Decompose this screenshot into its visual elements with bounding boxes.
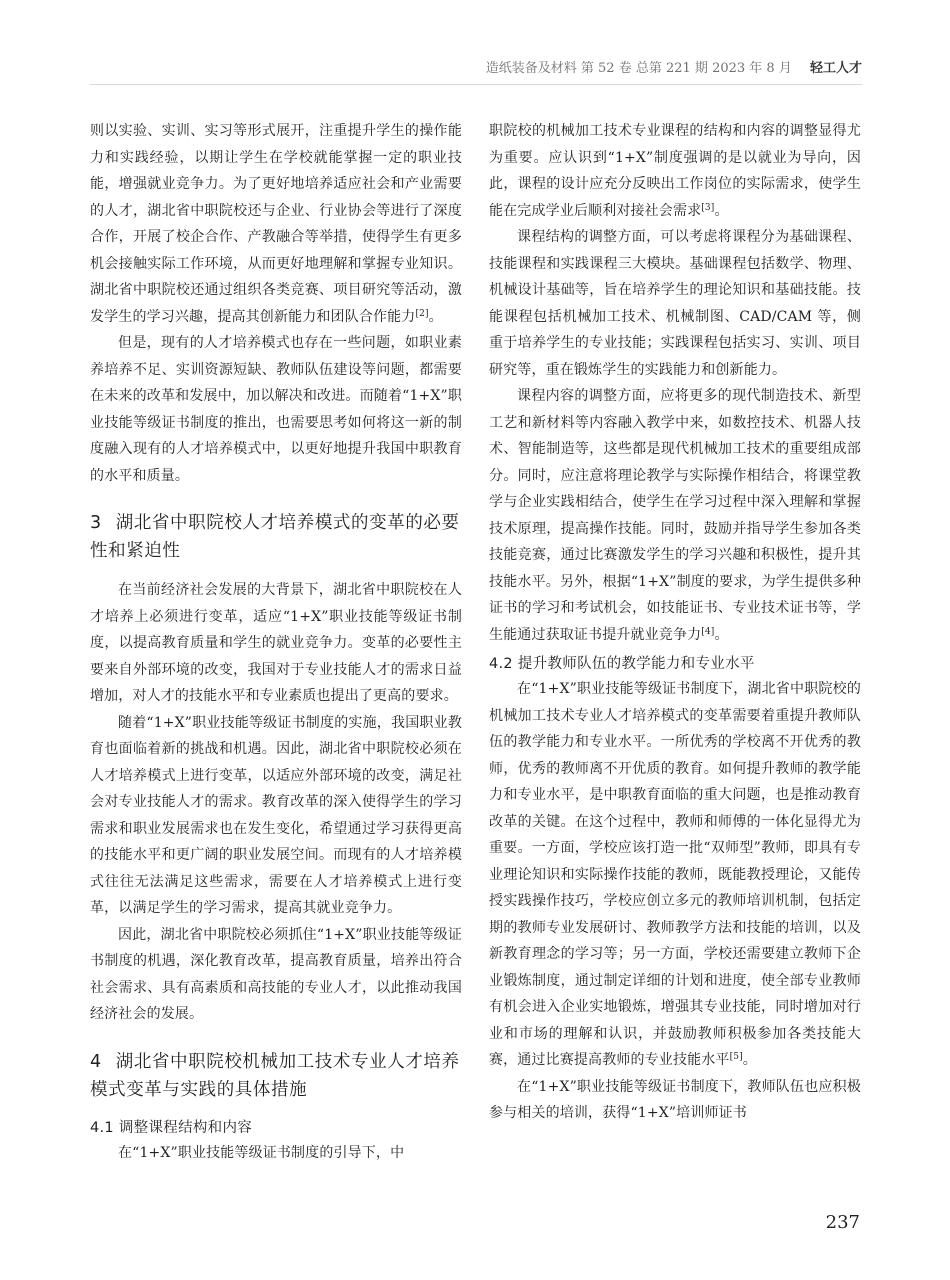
issue: 总第 221 期 [635,61,708,76]
section-heading-4: 4 湖北省中职院校机械加工技术专业人才培养模式变革与实践的具体措施 [90,1051,460,1100]
subsection-heading-4-2: 4.2 提升教师队伍的教学能力和专业水平 [489,656,755,672]
paragraph: 职院校的机械加工技术专业课程的结构和内容的调整显得尤为重要。应认识到“1+X”制度强调的是以就业为导向，因此，课程的设计应充分反映出工作岗位的实际需求，使学生能在完成学业后顺利对接社会需求[3]。 [489,123,861,219]
citation: [4] [701,626,715,637]
paragraph: 课程内容的调整方面，应将更多的现代制造技术、新型工艺和新材料等内容融入教学中来，如数控技术、机器人技术、智能制造等，这些都是现代机械加工技术的重要组成部分。同时，应注意将理论教学与实际操作相结合，将课堂教学与企业实践相结合，使学生在学习过程中深入理解和掌握技术原理，提高操作技能。同时，鼓励并指导学生参加各类技能竞赛，通过比赛激发学生的学习兴趣和积极性，提升其技能水平。另外，根据“1+X”制度的要求，为学生提供多种证书的学习和考试机会，如技能证书、专业技术证书等，学生能通过获取证书提升就业竞争力[4]。 [489,388,861,643]
paragraph: 则以实验、实训、实习等形式展开，注重提升学生的操作能力和实践经验，以期让学生在学校就能掌握一定的职业技能，增强就业竞争力。为了更好地培养适应社会和产业需要的人才，湖北省中职院校还与企业、行业协会等进行了深度合作，开展了校企合作、产教融合等举措，使得学生有更多机会接触实际工作环境，从而更好地理解和掌握专业知识。湖北省中职院校还通过组织各类竞赛、项目研究等活动，激发学生的学习兴趣，提高其创新能力和团队合作能力[2]。 [90,123,462,325]
journal-name: 造纸装备及材料 [485,61,577,76]
left-column [90,118,462,1166]
citation: [2] [415,308,429,319]
citation: [5] [729,1052,743,1062]
subsection-heading-4-1: 4.1 调整课程结构和内容 [90,1119,253,1136]
citation: [3] [701,202,715,213]
paragraph: 在“1+X”职业技能等级证书制度下，湖北省中职院校的机械加工技术专业人才培养模式的变革需要着重提升教师队伍的教学能力和专业水平。一所优秀的学校离不开优秀的教师，优秀的教师离不开优质的教育。如何提升教师的教学能力和专业水平，是中职教育面临的重大问题，也是推动教育改革的关键。在这个过程中，教师和师傅的一体化显得尤为重要。一方面，学校应该打造一批“双师型”教师，即具有专业理论知识和实际操作技能的教师，既能教授理论，又能传授实践操作技巧，学校应创立多元的教师培训机制，包括定期的教师专业发展研讨、教师教学方法和技能的培训，以及新教育理念的学习等；另一方面，学校还需要建立教师下企业锻炼制度，通过制定详细的计划和进度，使全部专业教师有机会进入企业实地锻炼，增强其专业技能，同时增加对行业和市场的理解和认识，并鼓励教师积极参加各类技能大赛，通过比赛提高教师的专业技能水平[5]。 [489,681,861,1068]
paragraph: 在当前经济社会发展的大背景下，湖北省中职院校在人才培养上必须进行变革，适应“1+X”职业技能等级证书制度，以提高教育质量和学生的就业竞争力。变革的必要性主要来自外部环境的改变，我国对于专业技能人才的需求日益增加，对人才的技能水平和专业素质也提出了更高的要求。 [90,582,462,704]
running-header [486,57,862,76]
page-number: 237 [825,1212,860,1233]
section-name: 轻工人才 [809,61,862,76]
paragraph: 在“1+X”职业技能等级证书制度的引导下，中 [118,1144,405,1161]
paragraph: 因此，湖北省中职院校必须抓住“1+X”职业技能等级证书制度的机遇，深化教育改革，提高教育质量，培养出符合社会需求、具有高素质和高技能的专业人才，以此推动我国经济社会的发展。 [90,926,462,1022]
section-heading-3: 3 湖北省中职院校人才培养模式的变革的必要性和紧迫性 [90,513,460,561]
paragraph: 课程结构的调整方面，可以考虑将课程分为基础课程、技能课程和实践课程三大模块。基础课程包括数学、物理、机械设计基础等，旨在培养学生的理论知识和基础技能。技能课程包括机械加工技术、机械制图、CAD/CAM 等，侧重于培养学生的专业技能；实践课程包括实习、实训、项目研究等，重在锻炼学生的实践能力和创新能力。 [489,229,861,378]
volume: 第 52 卷 [580,61,632,76]
paragraph: 但是，现有的人才培养模式也存在一些问题，如职业素养培养不足、实训资源短缺、教师队伍建设等问题，都需要在未来的改革和发展中，加以解决和改进。而随着“1+X”职业技能等级证书制度的推出，也需要思考如何将这一新的制度融入现有的人才培养模式中，以更好地提升我国中职教育的水平和质量。 [90,335,462,484]
issue-date: 2023 年 8 月 [712,61,792,76]
right-column [489,118,861,1127]
paragraph: 在“1+X”职业技能等级证书制度下，教师队伍也应积极参与相关的培训，获得“1+X”培训师证书 [489,1078,861,1121]
header-rule [90,84,862,85]
paragraph: 随着“1+X”职业技能等级证书制度的实施，我国职业教育也面临着新的挑战和机遇。因此，湖北省中职院校必须在人才培养模式上进行变革，以适应外部环境的改变，满足社会对专业技能人才的需求。教育改革的深入使得学生的学习需求和职业发展需求也在发生变化，希望通过学习获得更高的技能水平和更广阔的职业发展空间。而现有的人才培养模式往往无法满足这些需求，需要在人才培养模式上进行变革，以满足学生的学习需求，提高其就业竞争力。 [90,714,462,916]
